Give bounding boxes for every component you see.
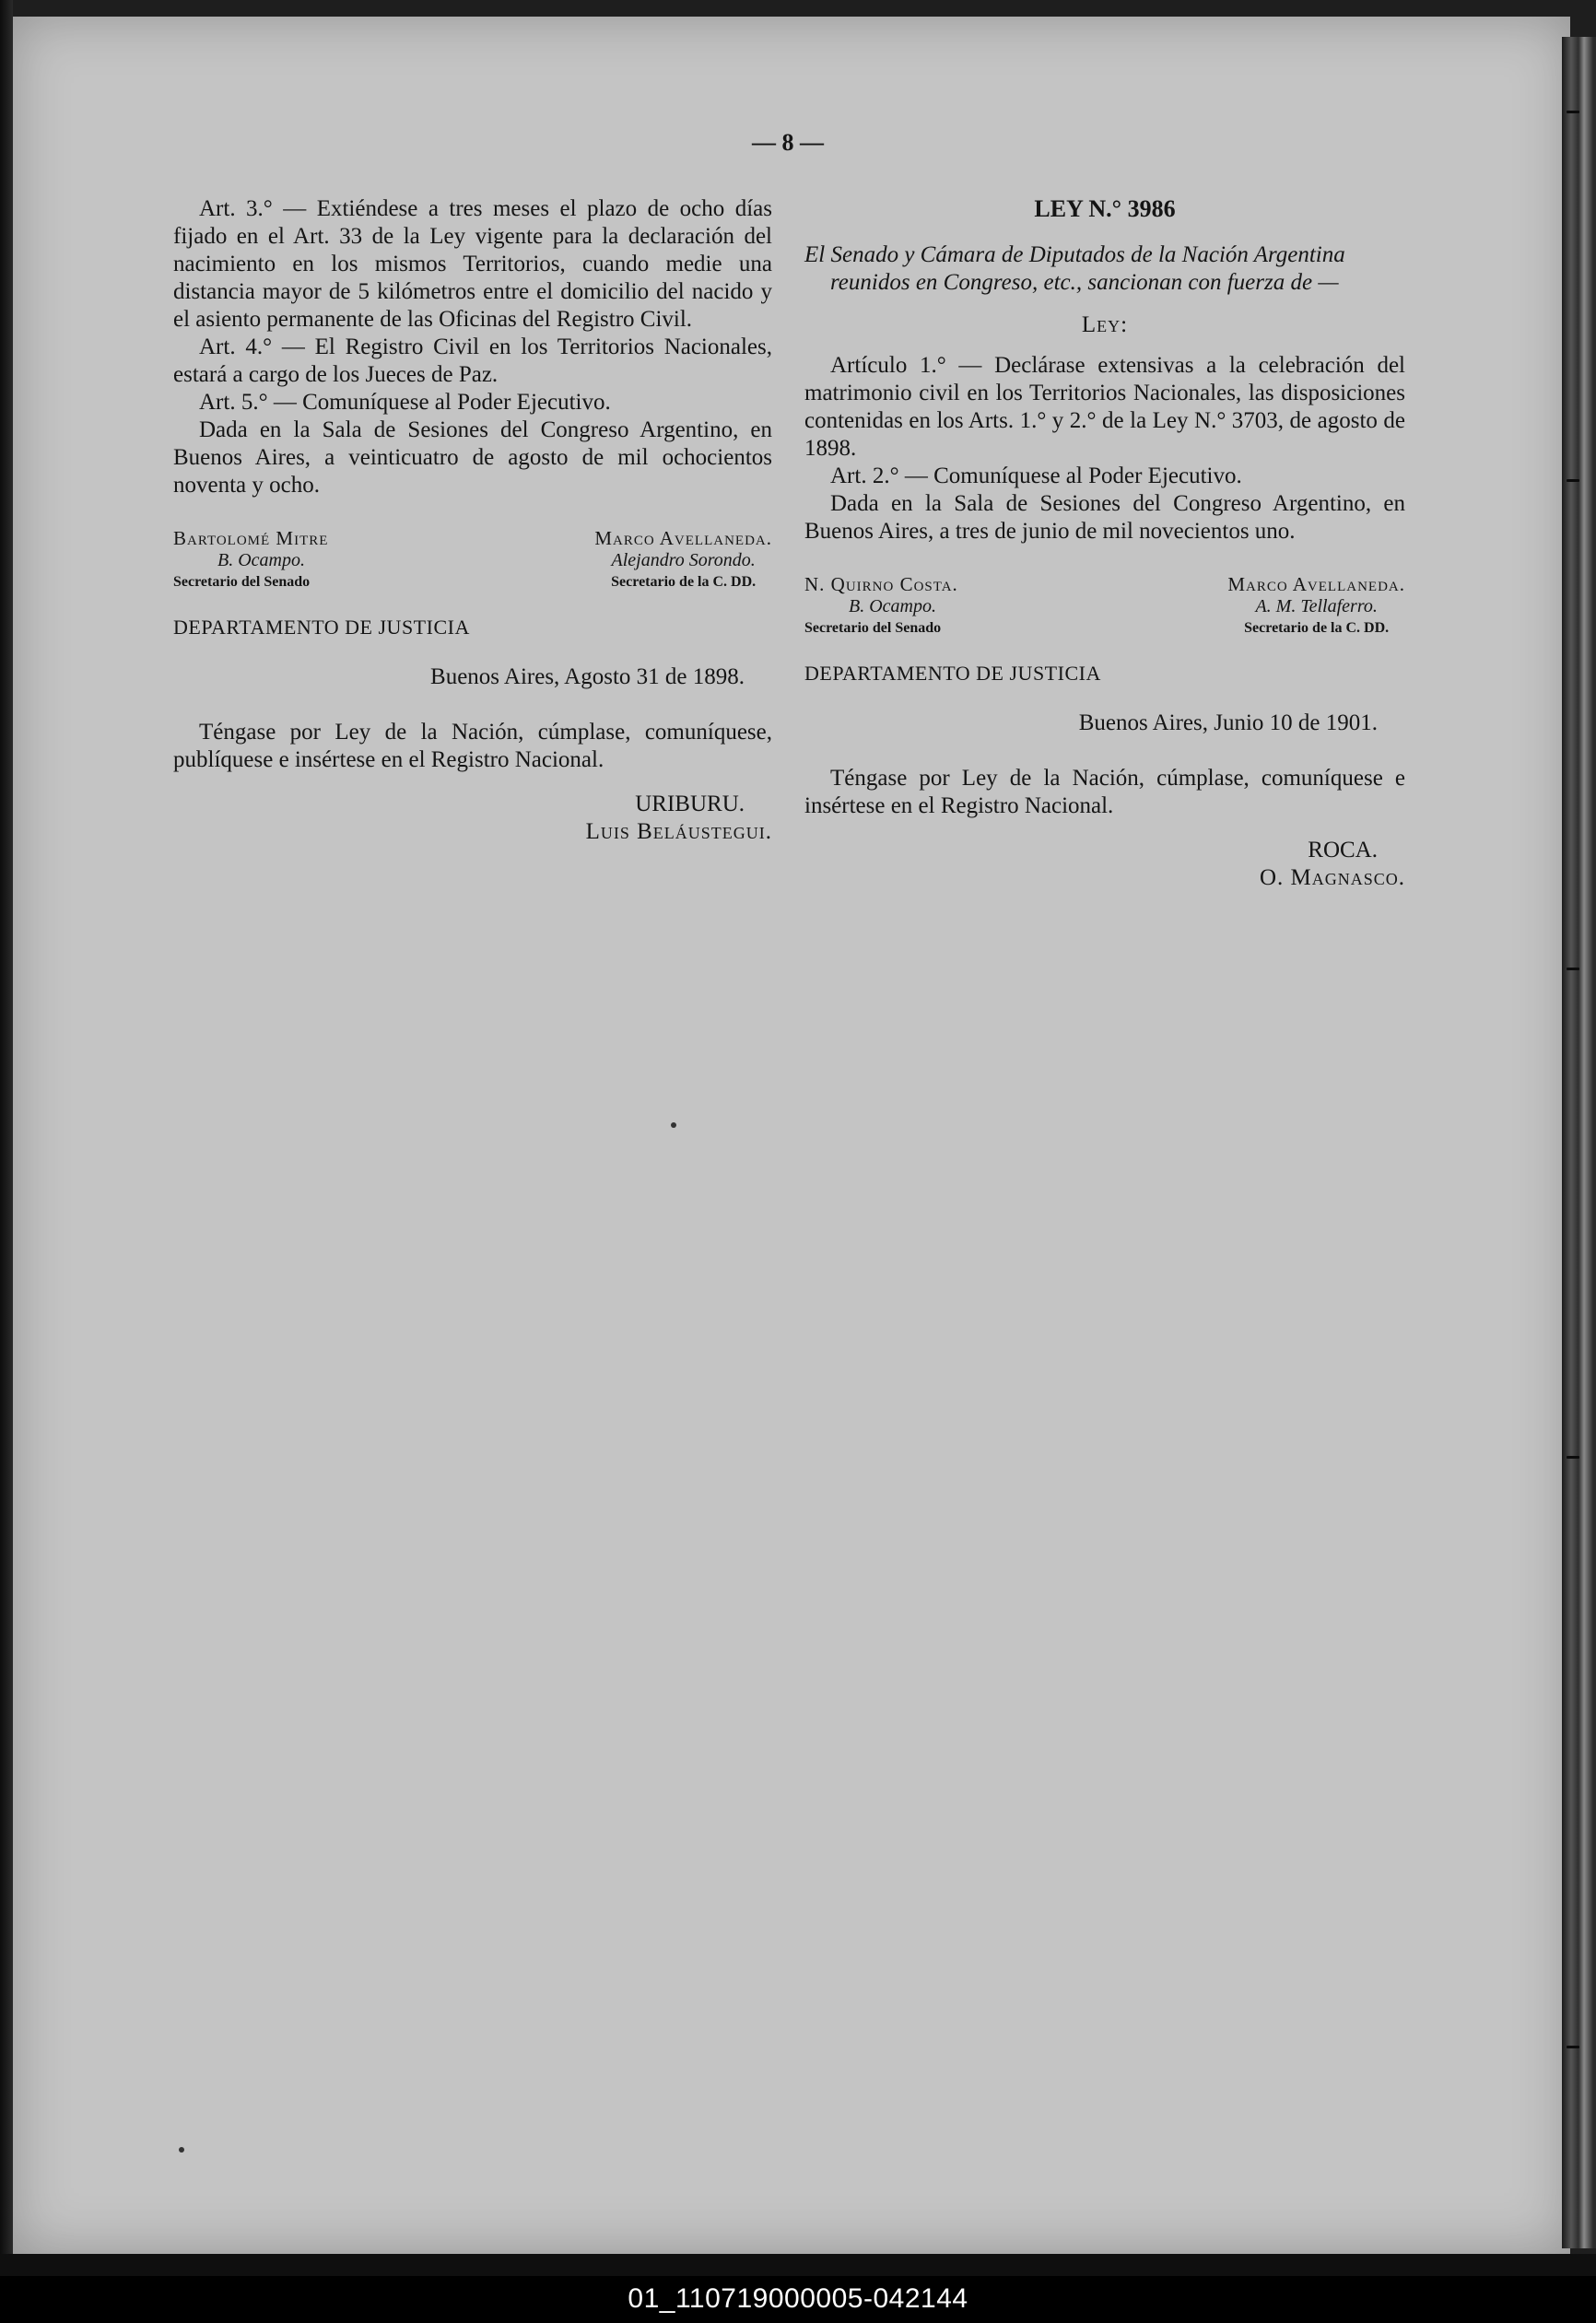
article-text: Art. 4.° — El Registro Civil en los Territorios Nacionales, estará a cargo de los Jueces de Paz. <box>173 334 772 387</box>
secretary-role: Secretario de la C. DD. <box>1244 620 1390 636</box>
signatory-name: Marco Avellaneda. <box>594 527 772 549</box>
binding-stitch <box>1567 2046 1579 2048</box>
scan-bottom-edge <box>0 2254 1596 2276</box>
president-signature: ROCA. <box>1308 838 1378 862</box>
promulgation-text: Téngase por Ley de la Nación, cúmplase, comuníquese, publíquese e insértese en el Registro Nacional. <box>173 720 772 772</box>
promulgation-date: Buenos Aires, Agosto 31 de 1898. <box>430 664 745 689</box>
article-text: Art. 5.° — Comuníquese al Poder Ejecutivo. <box>199 390 611 415</box>
article-text: Art. 3.° — Extiéndese a tres meses el plazo de ocho días fijado en el Art. 33 de la Ley vigente para la declaración del nacimiento en los mismos Territorios, cuando medie una distancia mayor de 5 kilómetros entre el domicilio del nacido y el asiento permanente de las Oficinas del Registro Civil. <box>173 196 772 332</box>
signature-block <box>804 573 1405 639</box>
article-text: Art. 2.° — Comuníquese al Poder Ejecutivo. <box>830 463 1242 488</box>
article-text: Artículo 1.° — Declárase extensivas a la celebración del matrimonio civil en los Territorios Nacionales, las disposiciones contenidas en los Arts. 1.° y 2.° de la Ley N.° 3703, de agosto de 1898. <box>804 353 1405 461</box>
signature-block <box>173 527 772 593</box>
right-column <box>804 195 1405 892</box>
law-title: LEY N.° 3986 <box>1034 195 1176 222</box>
signature-chamber <box>1227 573 1405 639</box>
signatory-name: Marco Avellaneda. <box>1227 573 1405 595</box>
binding-shadow <box>0 0 13 2276</box>
secretary-role: Secretario del Senado <box>173 574 311 590</box>
minister-signature: O. Magnasco. <box>1259 865 1405 890</box>
signature-senate <box>804 573 958 639</box>
signatory-name: Bartolomé Mitre <box>173 527 329 549</box>
binding-stitch <box>1567 968 1579 970</box>
secretary-name: A. M. Tellaferro. <box>1255 596 1378 616</box>
speck-mark <box>671 1122 676 1128</box>
binding-stitch <box>1567 479 1579 482</box>
secretary-name: Alejandro Sorondo. <box>611 550 756 570</box>
preamble <box>804 241 1405 297</box>
secretary-role: Secretario del Senado <box>804 620 942 636</box>
secretary-name: B. Ocampo. <box>849 596 936 616</box>
enactment-text: Dada en la Sala de Sesiones del Congreso Argentino, en Buenos Aires, a veinticuatro de agosto de mil ochocientos noventa y ocho. <box>173 417 772 498</box>
signatory-name: N. Quirno Costa. <box>804 573 958 595</box>
promulgation-text: Téngase por Ley de la Nación, cúmplase, comuníquese e insértese en el Registro Nacional. <box>804 766 1405 818</box>
department-heading: DEPARTAMENTO DE JUSTICIA <box>173 616 470 639</box>
binding-stitch <box>1567 111 1579 113</box>
page-number: — 8 — <box>752 129 824 156</box>
signature-chamber <box>594 527 772 593</box>
department-heading: DEPARTAMENTO DE JUSTICIA <box>804 662 1101 685</box>
preamble-text: El Senado y Cámara de Diputados de la Nación Argentina reunidos en Congreso, etc., sancionan con fuerza de — <box>804 242 1345 295</box>
binding-stitch <box>1567 1456 1579 1459</box>
left-column <box>173 195 772 846</box>
president-signature: URIBURU. <box>635 792 745 816</box>
signature-senate <box>173 527 328 593</box>
enactment-text: Dada en la Sala de Sesiones del Congreso Argentino, en Buenos Aires, a tres de junio de mil novecientos uno. <box>804 491 1405 544</box>
minister-signature: Luis Beláustegui. <box>585 819 772 844</box>
scan-id-label: 01_110719000005-042144 <box>628 2283 968 2314</box>
speck-mark <box>179 2147 184 2153</box>
promulgation-date: Buenos Aires, Junio 10 de 1901. <box>1078 710 1378 735</box>
secretary-name: B. Ocampo. <box>217 550 305 570</box>
secretary-role: Secretario de la C. DD. <box>611 574 757 590</box>
ley-heading: Ley: <box>1081 312 1129 337</box>
book-spine-edge <box>1562 37 1596 2248</box>
